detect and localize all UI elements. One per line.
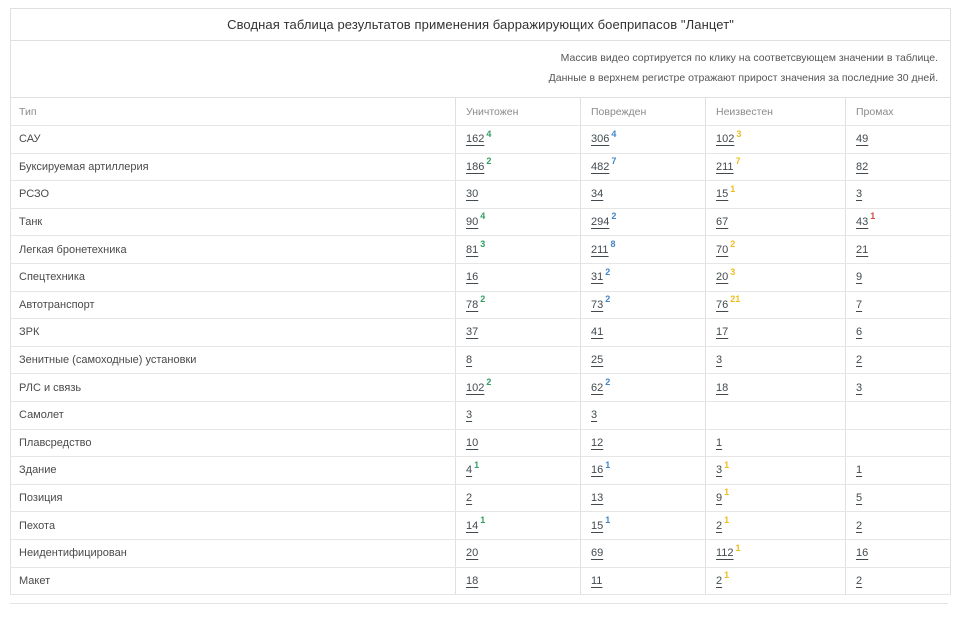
table-row bbox=[11, 429, 951, 457]
delta-30d-badge: 2 bbox=[480, 294, 486, 305]
delta-30d-badge: 1 bbox=[724, 487, 730, 498]
value-link[interactable]: 102 bbox=[716, 133, 735, 146]
row-type-label: Неидентифицирован bbox=[11, 539, 456, 567]
value-link[interactable]: 14 bbox=[466, 519, 479, 532]
value-link[interactable]: 81 bbox=[466, 243, 479, 256]
value-cell bbox=[456, 236, 581, 264]
value-cell bbox=[456, 126, 581, 154]
value-link[interactable]: 3 bbox=[591, 409, 598, 422]
value-link[interactable]: 2 bbox=[466, 492, 473, 505]
delta-30d-badge: 2 bbox=[486, 156, 492, 167]
row-type-label: Плавсредство bbox=[11, 429, 456, 457]
value-cell bbox=[456, 567, 581, 595]
value-cell bbox=[456, 429, 581, 457]
value-link[interactable]: 16 bbox=[856, 547, 869, 560]
value-cell bbox=[456, 512, 581, 540]
value-cell bbox=[846, 567, 951, 595]
value-link[interactable]: 17 bbox=[716, 326, 729, 339]
value-link[interactable]: 31 bbox=[591, 271, 604, 284]
title-row bbox=[11, 9, 951, 41]
column-header-unknown: Неизвестен bbox=[706, 98, 846, 126]
value-link[interactable]: 5 bbox=[856, 492, 863, 505]
delta-30d-badge: 1 bbox=[735, 542, 741, 553]
table-row bbox=[11, 484, 951, 512]
value-link[interactable]: 3 bbox=[716, 354, 723, 367]
value-cell bbox=[456, 484, 581, 512]
value-link[interactable]: 13 bbox=[591, 492, 604, 505]
delta-30d-badge: 2 bbox=[605, 266, 611, 277]
value-link[interactable]: 16 bbox=[591, 464, 604, 477]
value-link[interactable]: 211 bbox=[591, 243, 609, 256]
value-link[interactable]: 34 bbox=[591, 188, 604, 201]
value-cell bbox=[846, 512, 951, 540]
delta-30d-badge: 1 bbox=[870, 211, 876, 222]
value-cell bbox=[456, 539, 581, 567]
value-link[interactable]: 76 bbox=[716, 298, 729, 311]
value-cell bbox=[581, 539, 706, 567]
value-link[interactable]: 30 bbox=[466, 188, 479, 201]
value-link[interactable]: 18 bbox=[716, 381, 729, 394]
value-cell bbox=[581, 181, 706, 209]
value-cell bbox=[581, 208, 706, 236]
value-link[interactable]: 16 bbox=[466, 271, 479, 284]
delta-30d-badge: 8 bbox=[610, 239, 616, 250]
value-link[interactable]: 9 bbox=[856, 271, 863, 284]
table-row bbox=[11, 181, 951, 209]
table-row bbox=[11, 291, 951, 319]
value-link[interactable]: 4 bbox=[466, 464, 473, 477]
value-link[interactable]: 43 bbox=[856, 216, 869, 229]
delta-30d-badge: 1 bbox=[480, 514, 486, 525]
note-30day-delta: Данные в верхнем регистре отражают прирост значения за последние 30 дней. bbox=[548, 72, 939, 84]
value-cell bbox=[456, 291, 581, 319]
value-link[interactable]: 41 bbox=[591, 326, 604, 339]
bottom-divider bbox=[10, 603, 948, 604]
value-cell bbox=[706, 484, 846, 512]
row-type-label: РЛС и связь bbox=[11, 374, 456, 402]
delta-30d-badge: 21 bbox=[730, 294, 741, 305]
value-cell bbox=[456, 346, 581, 374]
notes-row bbox=[11, 41, 951, 98]
value-cell bbox=[581, 401, 706, 429]
value-cell bbox=[706, 126, 846, 154]
value-link[interactable]: 11 bbox=[591, 574, 603, 587]
value-cell bbox=[456, 374, 581, 402]
row-type-label: Позиция bbox=[11, 484, 456, 512]
value-link[interactable]: 10 bbox=[466, 436, 479, 449]
table-row bbox=[11, 457, 951, 485]
value-link[interactable]: 78 bbox=[466, 298, 479, 311]
value-link[interactable]: 15 bbox=[591, 519, 604, 532]
value-cell bbox=[846, 539, 951, 567]
value-link[interactable]: 18 bbox=[466, 574, 479, 587]
value-link[interactable]: 2 bbox=[716, 519, 723, 532]
delta-30d-badge: 2 bbox=[611, 211, 617, 222]
delta-30d-badge: 1 bbox=[605, 459, 611, 470]
value-link[interactable]: 186 bbox=[466, 160, 485, 173]
delta-30d-badge: 2 bbox=[605, 376, 611, 387]
delta-30d-badge: 4 bbox=[486, 128, 492, 139]
value-cell bbox=[581, 236, 706, 264]
delta-30d-badge: 7 bbox=[735, 156, 741, 167]
value-link[interactable]: 2 bbox=[856, 519, 863, 532]
row-type-label: ЗРК bbox=[11, 319, 456, 347]
value-cell bbox=[581, 374, 706, 402]
value-link[interactable]: 2 bbox=[856, 574, 863, 587]
value-link[interactable]: 20 bbox=[716, 271, 729, 284]
delta-30d-badge: 1 bbox=[605, 514, 611, 525]
row-type-label: Автотранспорт bbox=[11, 291, 456, 319]
table-row bbox=[11, 153, 951, 181]
value-link[interactable]: 62 bbox=[591, 381, 604, 394]
value-cell bbox=[581, 263, 706, 291]
value-cell bbox=[581, 319, 706, 347]
value-cell bbox=[581, 346, 706, 374]
table-row bbox=[11, 567, 951, 595]
row-type-label: САУ bbox=[11, 126, 456, 154]
value-link[interactable]: 102 bbox=[466, 381, 485, 394]
value-link[interactable]: 3 bbox=[466, 409, 473, 422]
value-link[interactable]: 90 bbox=[466, 216, 479, 229]
row-type-label: РСЗО bbox=[11, 181, 456, 209]
value-cell bbox=[581, 153, 706, 181]
column-header-miss: Промах bbox=[846, 98, 951, 126]
value-link[interactable]: 15 bbox=[716, 188, 729, 201]
value-cell bbox=[581, 457, 706, 485]
value-link[interactable]: 3 bbox=[856, 381, 863, 394]
table-row bbox=[11, 512, 951, 540]
value-cell bbox=[581, 291, 706, 319]
row-type-label: Танк bbox=[11, 208, 456, 236]
value-cell bbox=[706, 512, 846, 540]
delta-30d-badge: 7 bbox=[611, 156, 617, 167]
value-cell bbox=[706, 346, 846, 374]
table-row bbox=[11, 346, 951, 374]
value-cell bbox=[846, 263, 951, 291]
value-cell bbox=[456, 401, 581, 429]
value-cell bbox=[846, 181, 951, 209]
value-link[interactable]: 8 bbox=[466, 354, 473, 367]
value-cell bbox=[706, 567, 846, 595]
value-cell bbox=[846, 374, 951, 402]
notes-cell bbox=[11, 41, 951, 98]
value-link[interactable]: 1 bbox=[856, 464, 863, 477]
value-cell bbox=[706, 291, 846, 319]
value-cell bbox=[581, 512, 706, 540]
row-type-label: Пехота bbox=[11, 512, 456, 540]
value-cell bbox=[706, 539, 846, 567]
value-cell bbox=[706, 319, 846, 347]
value-cell bbox=[846, 484, 951, 512]
value-link[interactable]: 70 bbox=[716, 243, 729, 256]
value-link[interactable]: 2 bbox=[716, 574, 723, 587]
value-cell bbox=[706, 401, 846, 429]
table-row bbox=[11, 319, 951, 347]
column-header-type: Тип bbox=[11, 98, 456, 126]
page-title: Сводная таблица результатов применения барражирующих боеприпасов "Ланцет" bbox=[11, 9, 951, 41]
value-link[interactable]: 21 bbox=[856, 243, 869, 256]
table-body bbox=[11, 126, 951, 595]
value-cell bbox=[706, 236, 846, 264]
value-link[interactable]: 12 bbox=[591, 436, 604, 449]
value-link[interactable]: 69 bbox=[591, 547, 604, 560]
value-cell bbox=[846, 346, 951, 374]
delta-30d-badge: 2 bbox=[486, 376, 492, 387]
delta-30d-badge: 4 bbox=[480, 211, 486, 222]
value-link[interactable]: 82 bbox=[856, 160, 869, 173]
value-link[interactable]: 9 bbox=[716, 492, 723, 505]
row-type-label: Спецтехника bbox=[11, 263, 456, 291]
value-link[interactable]: 482 bbox=[591, 160, 610, 173]
delta-30d-badge: 3 bbox=[480, 239, 486, 250]
delta-30d-badge: 3 bbox=[730, 266, 736, 277]
row-type-label: Самолет bbox=[11, 401, 456, 429]
delta-30d-badge: 4 bbox=[611, 128, 617, 139]
row-type-label: Макет bbox=[11, 567, 456, 595]
value-cell bbox=[706, 374, 846, 402]
value-cell bbox=[846, 429, 951, 457]
value-cell bbox=[706, 429, 846, 457]
delta-30d-badge: 2 bbox=[730, 239, 736, 250]
value-link[interactable]: 73 bbox=[591, 298, 604, 311]
value-link[interactable]: 2 bbox=[856, 354, 863, 367]
value-cell bbox=[706, 153, 846, 181]
delta-30d-badge: 1 bbox=[724, 570, 730, 581]
table-row bbox=[11, 539, 951, 567]
value-link[interactable]: 306 bbox=[591, 133, 610, 146]
table-row bbox=[11, 401, 951, 429]
row-type-label: Буксируемая артиллерия bbox=[11, 153, 456, 181]
value-cell bbox=[581, 567, 706, 595]
value-cell bbox=[846, 457, 951, 485]
lancet-summary-table bbox=[10, 8, 951, 595]
value-cell bbox=[846, 401, 951, 429]
row-type-label: Легкая бронетехника bbox=[11, 236, 456, 264]
value-link[interactable]: 3 bbox=[856, 188, 863, 201]
value-cell bbox=[581, 429, 706, 457]
value-cell bbox=[846, 126, 951, 154]
value-link[interactable]: 20 bbox=[466, 547, 479, 560]
value-cell bbox=[706, 263, 846, 291]
note-sorting: Массив видео сортируется по клику на соответсвующем значении в таблице. bbox=[560, 52, 939, 64]
value-cell bbox=[456, 263, 581, 291]
value-cell bbox=[456, 319, 581, 347]
column-header-damaged: Поврежден bbox=[581, 98, 706, 126]
value-cell bbox=[456, 153, 581, 181]
table-row bbox=[11, 208, 951, 236]
value-link[interactable]: 3 bbox=[716, 464, 723, 477]
table-row bbox=[11, 374, 951, 402]
value-link[interactable]: 67 bbox=[716, 216, 729, 229]
row-type-label: Здание bbox=[11, 457, 456, 485]
delta-30d-badge: 2 bbox=[605, 294, 611, 305]
value-link[interactable]: 6 bbox=[856, 326, 863, 339]
value-cell bbox=[581, 126, 706, 154]
value-link[interactable]: 49 bbox=[856, 133, 869, 146]
value-cell bbox=[706, 181, 846, 209]
value-link[interactable]: 294 bbox=[591, 216, 610, 229]
value-cell bbox=[456, 457, 581, 485]
row-type-label: Зенитные (самоходные) установки bbox=[11, 346, 456, 374]
column-header-row bbox=[11, 98, 951, 126]
delta-30d-badge: 1 bbox=[724, 514, 730, 525]
table-row bbox=[11, 126, 951, 154]
value-cell bbox=[846, 319, 951, 347]
delta-30d-badge: 3 bbox=[736, 128, 742, 139]
column-header-destroyed: Уничтожен bbox=[456, 98, 581, 126]
delta-30d-badge: 1 bbox=[724, 459, 730, 470]
value-cell bbox=[706, 208, 846, 236]
delta-30d-badge: 1 bbox=[474, 459, 480, 470]
table-row bbox=[11, 263, 951, 291]
value-link[interactable]: 162 bbox=[466, 133, 485, 146]
value-link[interactable]: 25 bbox=[591, 354, 604, 367]
value-cell bbox=[846, 236, 951, 264]
value-cell bbox=[846, 208, 951, 236]
value-link[interactable]: 112 bbox=[716, 547, 734, 560]
table-row bbox=[11, 236, 951, 264]
value-cell bbox=[706, 457, 846, 485]
value-link[interactable]: 37 bbox=[466, 326, 479, 339]
delta-30d-badge: 1 bbox=[730, 183, 736, 194]
value-link[interactable]: 211 bbox=[716, 160, 734, 173]
value-cell bbox=[846, 153, 951, 181]
value-cell bbox=[456, 208, 581, 236]
value-cell bbox=[456, 181, 581, 209]
value-cell bbox=[581, 484, 706, 512]
value-cell bbox=[846, 291, 951, 319]
value-link[interactable]: 1 bbox=[716, 436, 723, 449]
value-link[interactable]: 7 bbox=[856, 298, 863, 311]
